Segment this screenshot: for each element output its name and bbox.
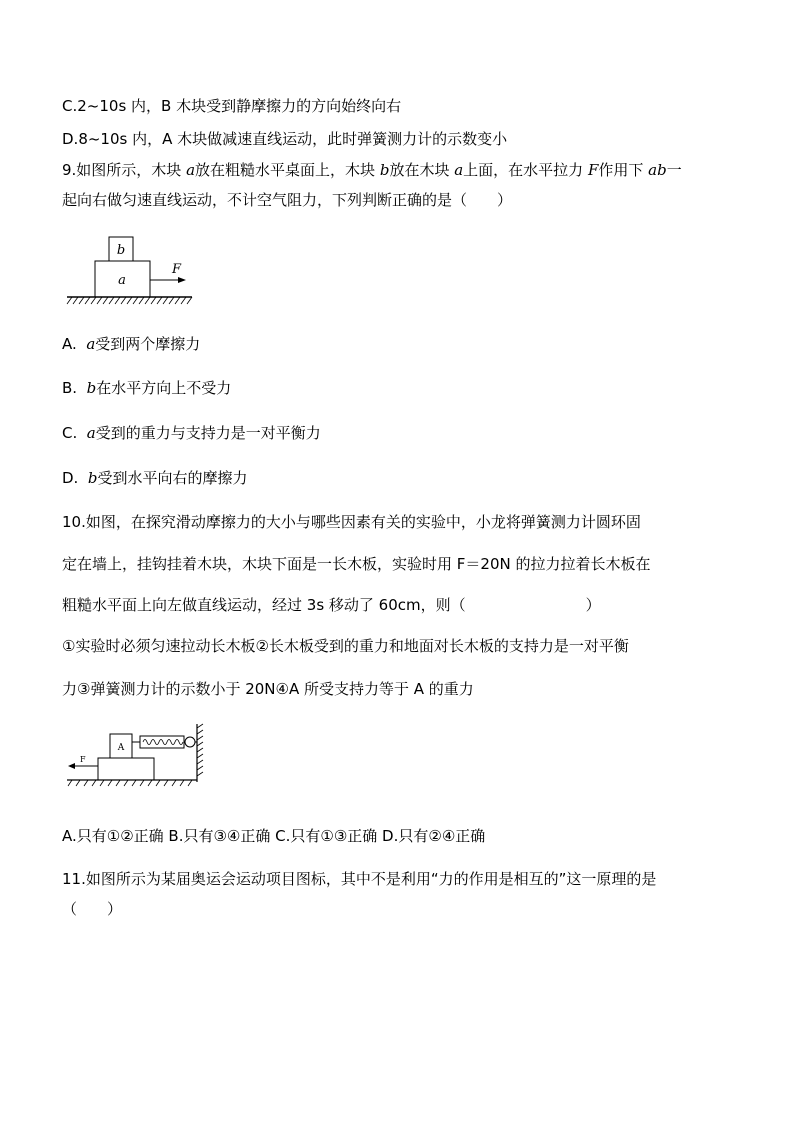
option-c-prev: C.2~10s 内，B 木块受到静摩擦力的方向始终向右: [62, 97, 402, 115]
force-arrowhead: [68, 763, 75, 769]
q9-figure-blocks: [62, 232, 202, 310]
q11-stem-line2: （ ）: [62, 900, 123, 918]
spring-coil: [143, 740, 183, 745]
q10-stem-line3: 粗糙水平面上向左做直线运动，经过 3s 移动了 60cm，则（ ）: [62, 596, 601, 614]
long-board: [98, 758, 154, 780]
block-b-label: b: [116, 243, 126, 258]
q9-stem-line2: 起向右做匀速直线运动，不计空气阻力，下列判断正确的是（ ）: [62, 191, 513, 209]
q10-options: A.只有①②正确 B.只有③④正确 C.只有①③正确 D.只有②④正确: [62, 827, 486, 845]
force-arrowhead: [178, 277, 186, 283]
ground-hatching: [67, 297, 192, 304]
scale-ring: [185, 737, 195, 747]
q9-option-d: D. b受到水平向右的摩擦力: [62, 469, 248, 487]
q9-option-c: C. a受到的重力与支持力是一对平衡力: [62, 424, 321, 442]
force-label: F: [80, 755, 86, 764]
wall-hatching: [197, 724, 203, 776]
q11-stem-line1: 11.如图所示为某届奥运会运动项目图标，其中不是利用“力的作用是相互的”这一原理的是: [62, 870, 657, 888]
block-a-label: A: [117, 743, 125, 753]
q10-figure-apparatus: [62, 720, 212, 790]
block-a-label: a: [118, 273, 126, 288]
q10-stem-line2: 定在墙上，挂钩挂着木块，木块下面是一长木板，实验时用 F＝20N 的拉力拉着长木板在: [62, 555, 651, 573]
q9-option-a: A. a受到两个摩擦力: [62, 335, 201, 353]
option-d-prev: D.8~10s 内，A 木块做减速直线运动，此时弹簧测力计的示数变小: [62, 130, 508, 148]
q10-stem-line1: 10.如图，在探究滑动摩擦力的大小与哪些因素有关的实验中，小龙将弹簧测力计圆环固: [62, 513, 641, 531]
force-label: F: [172, 262, 182, 277]
q9-option-b: B. b在水平方向上不受力: [62, 379, 232, 397]
q10-statements-line2: 力③弹簧测力计的示数小于 20N④A 所受支持力等于 A 的重力: [62, 680, 474, 698]
q10-statements-line1: ①实验时必须匀速拉动长木板②长木板受到的重力和地面对长木板的支持力是一对平衡: [62, 637, 629, 655]
ground-hatching: [68, 780, 192, 786]
q9-stem-line1: 9.如图所示，木块 a放在粗糙水平桌面上，木块 b放在木块 a上面，在水平拉力 F作用下 ab一: [62, 161, 682, 179]
